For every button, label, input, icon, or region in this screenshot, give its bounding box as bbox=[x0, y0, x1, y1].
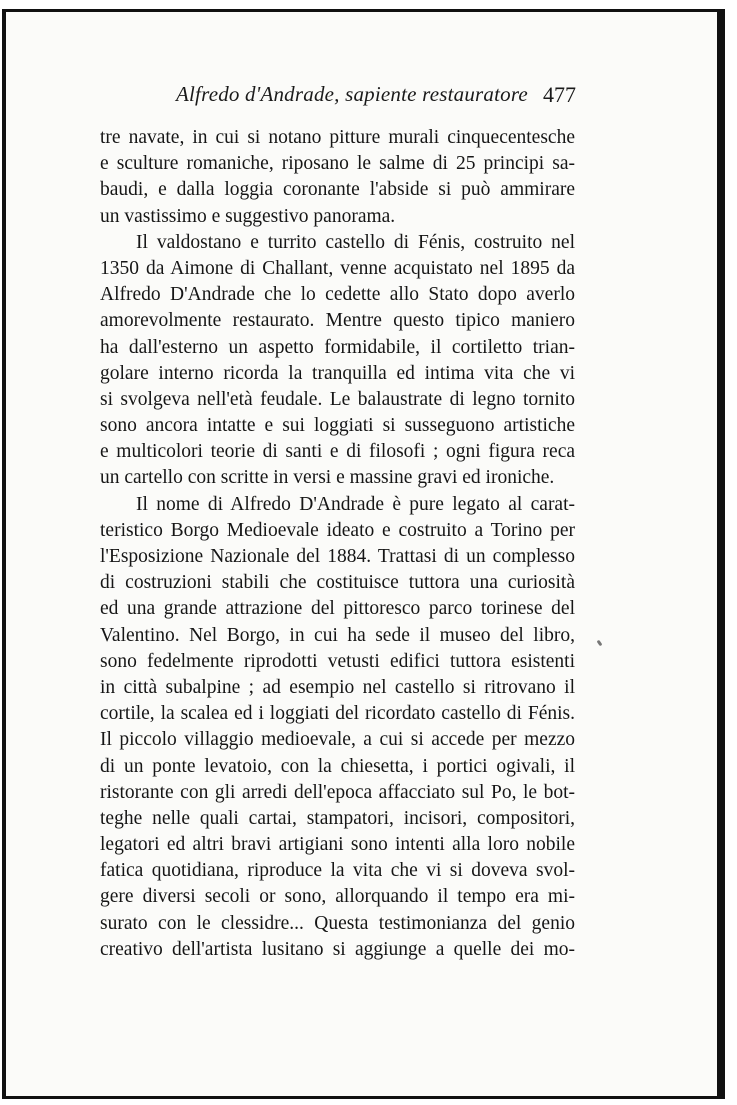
text-line: di costruzioni stabili che costituisce tuttora una curiosità bbox=[100, 572, 575, 594]
text-line: sono fedelmente riprodotti vetusti edifici tuttora esistenti bbox=[100, 650, 575, 672]
text-line: cortile, la scalea ed i loggiati del ricordato castello di Fénis. bbox=[100, 703, 575, 725]
text-line: ristorante con gli arredi dell'epoca affacciato sul Po, le bot- bbox=[100, 781, 575, 803]
text-line: sono ancora intatte e sui loggiati si susseguono artistiche bbox=[100, 415, 575, 437]
text-line: gere diversi secoli or sono, allorquando il tempo era mi- bbox=[100, 886, 575, 908]
text-line: 1350 da Aimone di Challant, venne acquistato nel 1895 da bbox=[100, 257, 575, 279]
text-line: di un ponte levatoio, con la chiesetta, i portici ogivali, il bbox=[100, 755, 575, 777]
text-line: amorevolmente restaurato. Mentre questo tipico maniero bbox=[100, 310, 575, 332]
body-text bbox=[100, 125, 575, 963]
paragraph bbox=[100, 492, 575, 963]
text-line: si svolgeva nell'età feudale. Le balaustrate di legno tornito bbox=[100, 388, 575, 410]
text-line: Alfredo D'Andrade che lo cedette allo Stato dopo averlo bbox=[100, 284, 575, 306]
text-line: ed una grande attrazione del pittoresco parco torinese del bbox=[100, 598, 575, 620]
page-scan bbox=[2, 9, 725, 1099]
running-title: Alfredo d'Andrade, sapiente restauratore bbox=[176, 82, 528, 106]
paragraph bbox=[100, 125, 575, 230]
text-line: ha dall'esterno un aspetto formidabile, il cortiletto trian- bbox=[100, 336, 575, 358]
text-line: baudi, e dalla loggia coronante l'abside si può ammirare bbox=[100, 179, 575, 201]
paragraph bbox=[100, 230, 575, 492]
text-line: Il piccolo villaggio medioevale, a cui si accede per mezzo bbox=[100, 729, 575, 751]
text-line: in città subalpine ; ad esempio nel castello si ritrovano il bbox=[100, 676, 575, 698]
text-line: un vastissimo e suggestivo panorama. bbox=[100, 205, 396, 227]
text-line: creativo dell'artista lusitano si aggiunge a quelle dei mo- bbox=[100, 938, 575, 960]
text-line: surato con le clessidre... Questa testimonianza del genio bbox=[100, 912, 575, 934]
text-line: legatori ed altri bravi artigiani sono intenti alla loro nobile bbox=[100, 834, 575, 856]
text-line: fatica quotidiana, riproduce la vita che vi si doveva svol- bbox=[100, 860, 575, 882]
text-line: e multicolori teorie di santi e di filosofi ; ogni figura reca bbox=[100, 441, 575, 463]
page-header bbox=[176, 80, 576, 110]
text-line: teristico Borgo Medioevale ideato e costruito a Torino per bbox=[100, 519, 575, 541]
text-line: teghe nelle quali cartai, stampatori, incisori, compositori, bbox=[100, 807, 575, 829]
text-line: e sculture romaniche, riposano le salme di 25 principi sa- bbox=[100, 153, 575, 175]
text-line: golare interno ricorda la tranquilla ed intima vita che vi bbox=[100, 362, 575, 384]
scan-speck bbox=[597, 640, 603, 647]
text-line: un cartello con scritte in versi e massine gravi ed ironiche. bbox=[100, 467, 555, 489]
text-line: Il valdostano e turrito castello di Fénis, costruito nel bbox=[136, 231, 575, 253]
text-line: l'Esposizione Nazionale del 1884. Trattasi di un complesso bbox=[100, 546, 575, 567]
page-number: 477 bbox=[543, 82, 576, 107]
text-line: Valentino. Nel Borgo, in cui ha sede il museo del libro, bbox=[100, 624, 575, 646]
text-line: tre navate, in cui si notano pitture murali cinquecentesche bbox=[100, 127, 575, 148]
text-line: Il nome di Alfredo D'Andrade è pure legato al carat- bbox=[136, 493, 575, 515]
